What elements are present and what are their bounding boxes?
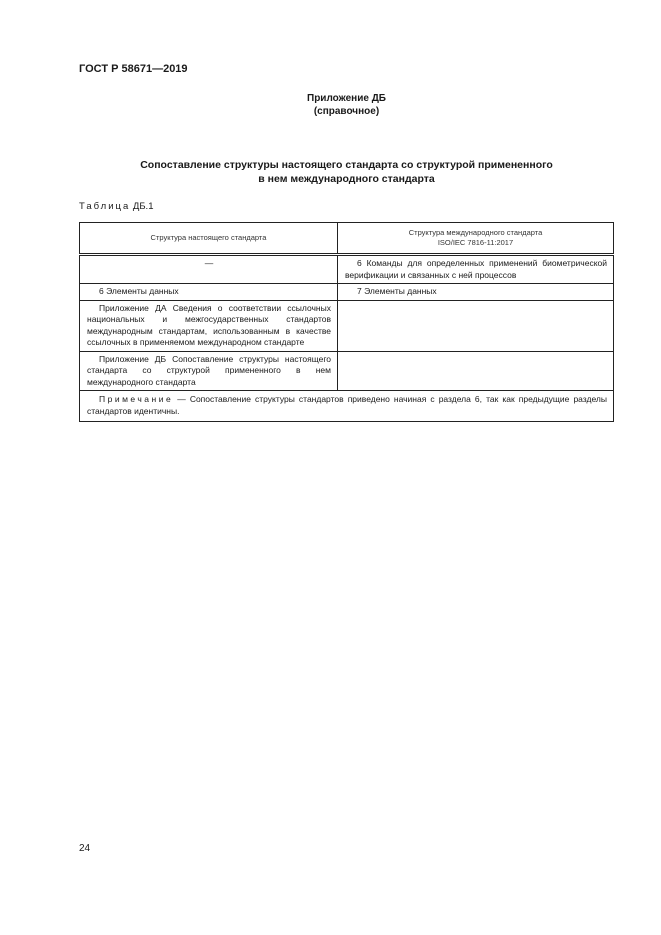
table-caption-prefix: Таблица [79, 201, 131, 212]
header-international-line-1: Структура международного стандарта [408, 228, 543, 237]
header-international-line-2: ISO/IEC 7816-11:2017 [437, 238, 514, 247]
table-row [80, 284, 614, 301]
document-id: ГОСТ Р 58671—2019 [79, 63, 188, 75]
section-title-line-2: в нем международного стандарта [258, 173, 435, 185]
table-caption [79, 201, 153, 212]
table-note-row [80, 391, 614, 422]
table-caption-number: ДБ.1 [132, 201, 154, 212]
table-note-text: — Сопоставление структуры стандартов приведено начиная с раздела 6, так как предыдущие разделы стандартов идентичны. [87, 394, 607, 416]
table-cell-right: 7 Элементы данных [338, 284, 614, 301]
table-cell-right: 6 Команды для определенных применений биометрической верификации и связанных с ней процессов [338, 255, 614, 284]
annex-heading [0, 92, 661, 118]
table-cell-left: — [80, 255, 338, 284]
table-header-row [80, 223, 614, 255]
table-note [80, 391, 614, 422]
table-cell-left: Приложение ДБ Сопоставление структуры настоящего стандарта со структурой примененного в нем международного стандарта [80, 351, 338, 391]
table-cell-right [338, 351, 614, 391]
table-cell-right [338, 300, 614, 351]
header-international-standard [338, 223, 614, 255]
comparison-table [79, 222, 614, 422]
table-row [80, 351, 614, 391]
annex-subtitle: (справочное) [313, 106, 380, 117]
header-this-standard: Структура настоящего стандарта [80, 223, 338, 255]
section-title-line-1: Сопоставление структуры настоящего стандарта со структурой примененного [140, 159, 553, 171]
table-row [80, 255, 614, 284]
page-number: 24 [79, 843, 91, 854]
table-row [80, 300, 614, 351]
table-note-label: Примечание [99, 394, 174, 404]
section-title [0, 158, 661, 186]
annex-title: Приложение ДБ [307, 93, 386, 104]
table-cell-left: Приложение ДА Сведения о соответствии ссылочных национальных и межгосударственных стандартов международным стандартам, использованным в качестве ссылочных в применяемом международном стандарте [80, 300, 338, 351]
table-cell-left: 6 Элементы данных [80, 284, 338, 301]
